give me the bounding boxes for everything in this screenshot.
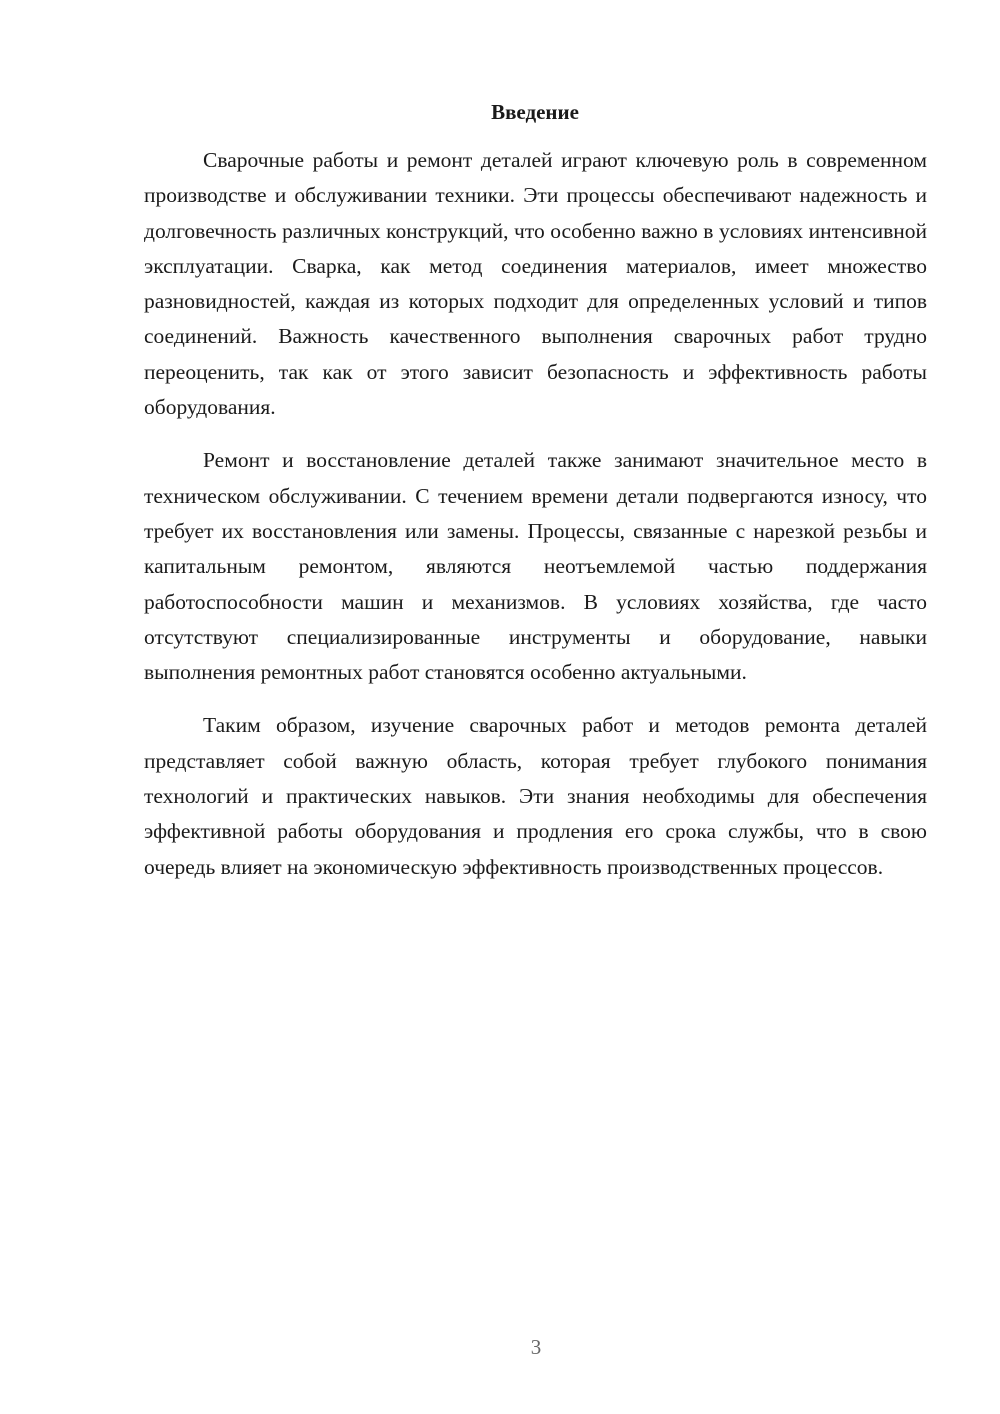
- paragraph-welding-importance: Сварочные работы и ремонт деталей играют ключевую роль в современном производстве и обслуживании техники. Эти процессы обеспечивают надежность и долговечность различных конструкций, что особенно важно в условиях интенсивной эксплуатации. Сварка, как метод соединения материалов, имеет множество разновидностей, каждая из которых подходит для определенных условий и типов соединений. Важность качественного выполнения сварочных работ трудно переоценить, так как от этого зависит безопасность и эффективность работы оборудования.: [144, 148, 927, 420]
- section-title: Введение: [491, 100, 579, 124]
- paragraph-conclusion: Таким образом, изучение сварочных работ и методов ремонта деталей представляет собой важную область, которая требует глубокого понимания технологий и практических навыков. Эти знания необходимы для обеспечения эффективной работы оборудования и продления его срока службы, что в свою очередь влияет на экономическую эффективность производственных процессов.: [144, 713, 927, 879]
- paragraph-repair-restoration: Ремонт и восстановление деталей также занимают значительное место в техническом обслуживании. С течением времени детали подвергаются износу, что требует их восстановления или замены. Процессы, связанные с нарезкой резьбы и капитальным ремонтом, являются неотъемлемой частью поддержания работоспособности машин и механизмов. В условиях хозяйства, где часто отсутствуют специализированные инструменты и оборудование, навыки выполнения ремонтных работ становятся особенно актуальными.: [144, 448, 927, 685]
- document-body: [144, 143, 927, 903]
- page-number: 3: [530, 1335, 542, 1359]
